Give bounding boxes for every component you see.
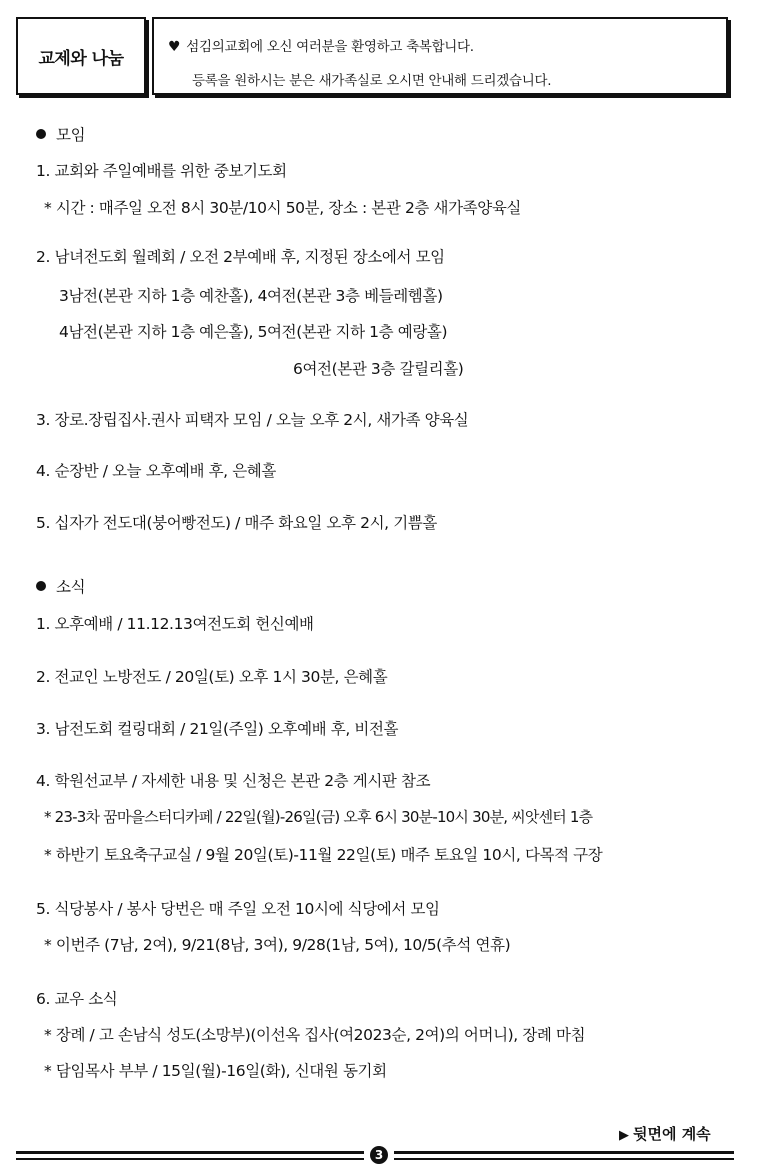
meeting-line: 6여전(본관 3층 갈릴리홀) <box>293 360 464 378</box>
meeting-line: 4. 순장반 / 오늘 오후예배 후, 은혜홀 <box>36 462 276 480</box>
footer-rule-left <box>16 1151 364 1154</box>
news-line: 3. 남전도회 컬링대회 / 21일(주일) 오후예배 후, 비전홀 <box>36 720 399 738</box>
heart-icon: ♥ <box>168 39 181 55</box>
news-line: 5. 식당봉사 / 봉사 당번은 매 주일 오전 10시에 식당에서 모임 <box>36 900 440 918</box>
continue-note-text: 뒷면에 계속 <box>633 1125 711 1143</box>
news-heading <box>36 575 85 597</box>
news-line: * 장례 / 고 손남식 성도(소망부)(이선옥 집사(여2023순, 2여)의 어머니), 장례 마침 <box>44 1026 586 1044</box>
meeting-line: 3. 장로.장립집사.권사 피택자 모임 / 오늘 오후 2시, 새가족 양육실 <box>36 411 469 429</box>
welcome-text-1: 섬김의교회에 오신 여러분을 환영하고 축복합니다. <box>186 39 474 55</box>
news-line: * 23-3차 꿈마을스터디카페 / 22일(월)-26일(금) 오후 6시 30분-10시 30분, 씨앗센터 1층 <box>44 808 593 826</box>
meeting-line: 4남전(본관 지하 1층 예은홀), 5여전(본관 지하 1층 예랑홀) <box>59 323 448 341</box>
news-line: 6. 교우 소식 <box>36 990 118 1008</box>
bullet-icon <box>36 581 46 591</box>
news-line: * 담임목사 부부 / 15일(월)-16일(화), 신대원 동기회 <box>44 1062 387 1080</box>
meetings-heading <box>36 123 85 145</box>
news-line: 1. 오후예배 / 11.12.13여전도회 헌신예배 <box>36 615 314 633</box>
news-line: * 이번주 (7남, 2여), 9/21(8남, 3여), 9/28(1남, 5여), 10/5(추석 연휴) <box>44 936 511 954</box>
footer-rule-right <box>394 1151 734 1154</box>
section-title: 교제와 나눔 <box>16 17 146 95</box>
welcome-box <box>152 17 728 95</box>
welcome-line-1 <box>168 35 474 55</box>
footer-rule-right-thin <box>394 1158 734 1160</box>
news-line: 2. 전교인 노방전도 / 20일(토) 오후 1시 30분, 은혜홀 <box>36 668 388 686</box>
news-heading-text: 소식 <box>56 578 86 596</box>
news-line: * 하반기 토요축구교실 / 9월 20일(토)-11월 22일(토) 매주 토요일 10시, 다목적 구장 <box>44 846 603 864</box>
welcome-line-2: 등록을 원하시는 분은 새가족실로 오시면 안내해 드리겠습니다. <box>192 73 552 89</box>
bullet-icon <box>36 129 46 139</box>
meeting-line: 3남전(본관 지하 1층 예찬홀), 4여전(본관 3층 베들레헴홀) <box>59 287 443 305</box>
footer-rule-left-thin <box>16 1158 364 1160</box>
continue-note <box>619 1123 711 1144</box>
news-line: 4. 학원선교부 / 자세한 내용 및 신청은 본관 2층 게시판 참조 <box>36 772 431 790</box>
page-number: 3 <box>370 1146 388 1164</box>
meeting-line: * 시간 : 매주일 오전 8시 30분/10시 50분, 장소 : 본관 2층 새가족양육실 <box>44 199 521 217</box>
meetings-heading-text: 모임 <box>56 126 86 144</box>
meeting-line: 1. 교회와 주일예배를 위한 중보기도회 <box>36 162 287 180</box>
meeting-line: 5. 십자가 전도대(붕어빵전도) / 매주 화요일 오후 2시, 기쁨홀 <box>36 514 437 532</box>
play-arrow-icon: ▶ <box>619 1128 629 1143</box>
meeting-line: 2. 남녀전도회 월례회 / 오전 2부예배 후, 지정된 장소에서 모임 <box>36 248 445 266</box>
